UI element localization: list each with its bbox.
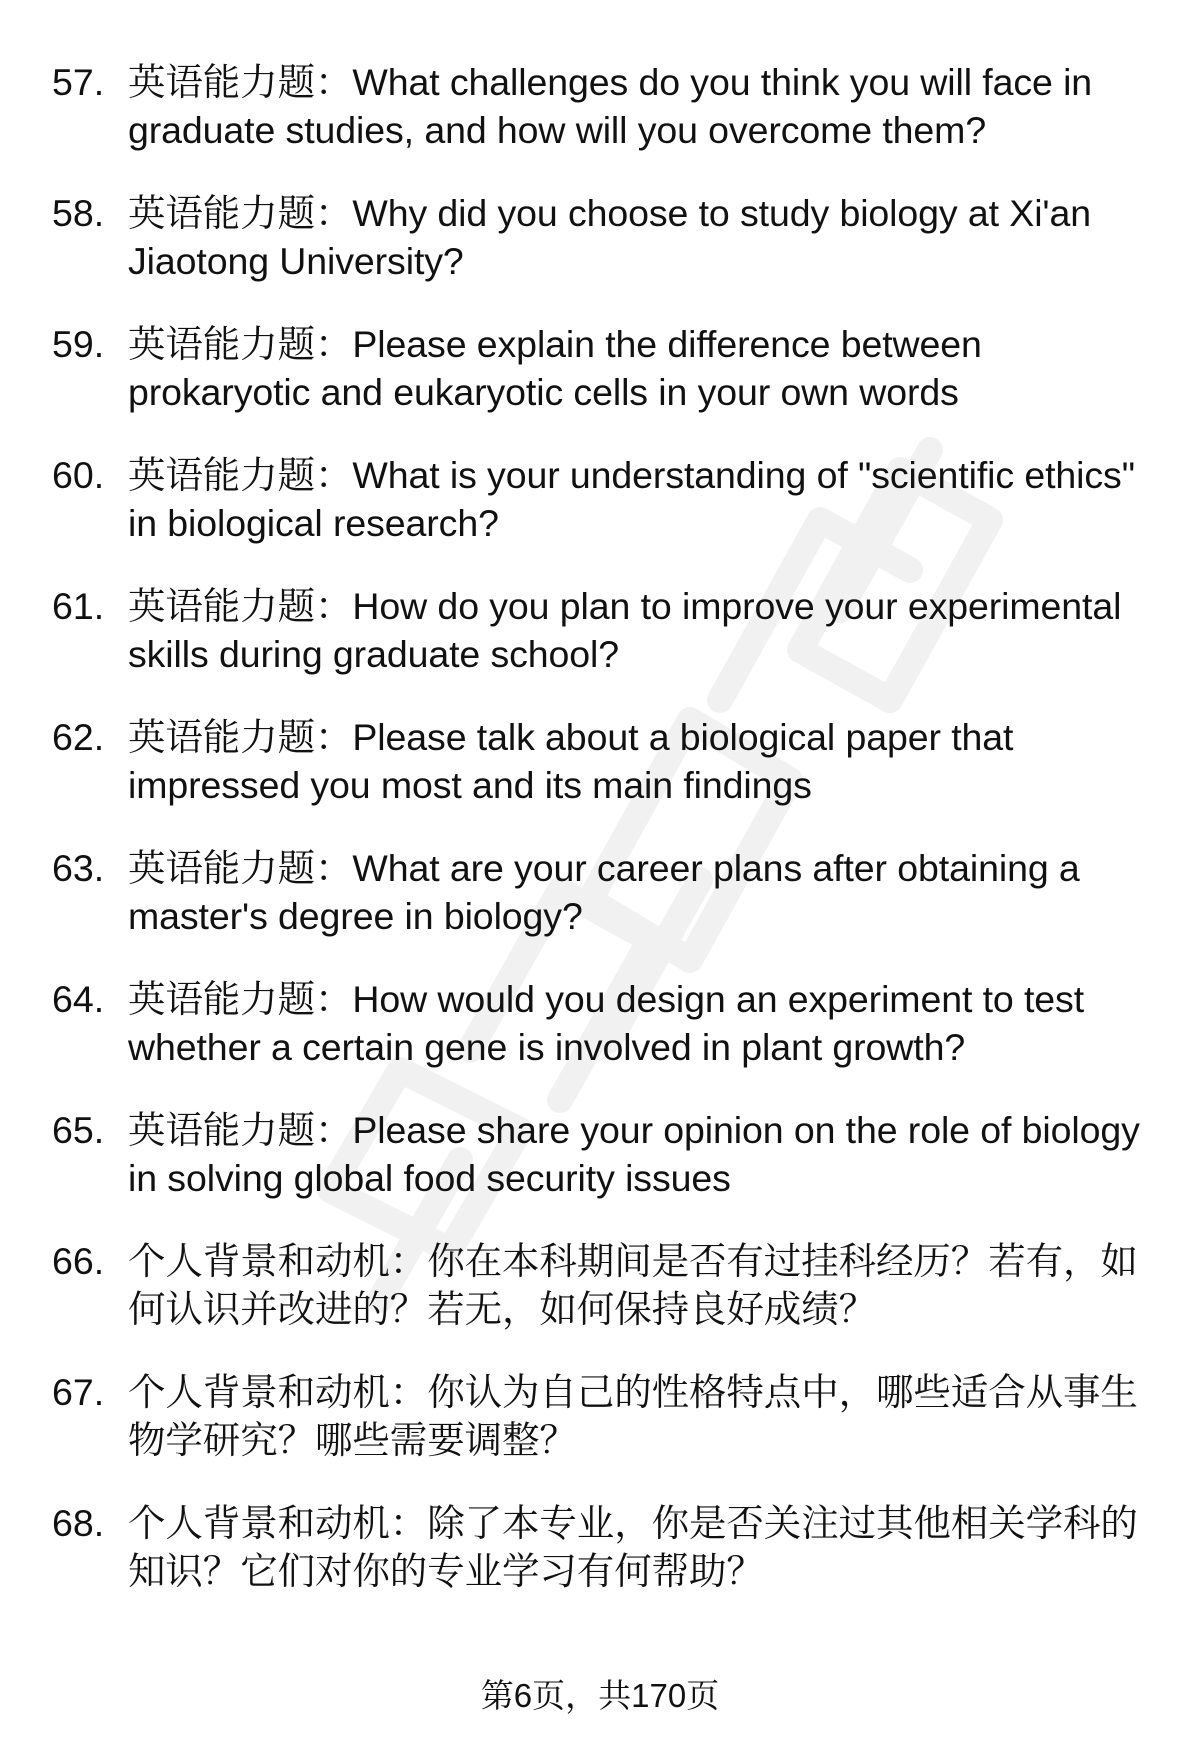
- question-text: 英语能力题：How would you design an experiment to test whether a certain gene is involved in plant growth?: [128, 978, 1085, 1068]
- page-number-footer: 第6页，共170页: [480, 1677, 720, 1714]
- question-number: 66.: [52, 1240, 105, 1282]
- question-item: [52, 1237, 1152, 1333]
- question-text: 个人背景和动机：你在本科期间是否有过挂科经历？若有，如何认识并改进的？若无，如何保持良好成绩？: [128, 1240, 1138, 1330]
- question-item: [52, 451, 1152, 547]
- question-text: 个人背景和动机：除了本专业，你是否关注过其他相关学科的知识？它们对你的专业学习有何帮助？: [128, 1502, 1138, 1592]
- question-item: [52, 1106, 1152, 1202]
- question-number: 65.: [52, 1109, 105, 1151]
- question-number: 64.: [52, 978, 105, 1020]
- question-item: [52, 1499, 1152, 1595]
- question-number: 57.: [52, 61, 105, 103]
- question-text: 英语能力题：How do you plan to improve your experimental skills during graduate school?: [128, 585, 1122, 675]
- question-text: 英语能力题：What challenges do you think you will face in graduate studies, and how will you overcome them?: [128, 61, 1093, 151]
- question-number: 63.: [52, 847, 105, 889]
- question-number: 58.: [52, 192, 105, 234]
- question-text: 个人背景和动机：你认为自己的性格特点中，哪些适合从事生物学研究？哪些需要调整？: [128, 1371, 1138, 1461]
- question-number: 62.: [52, 716, 105, 758]
- question-text: 英语能力题：Please explain the difference between prokaryotic and eukaryotic cells in your own words: [128, 323, 982, 413]
- question-item: [52, 1368, 1152, 1464]
- question-text: 英语能力题：What are your career plans after obtaining a master's degree in biology?: [128, 847, 1080, 937]
- question-text: 英语能力题：Why did you choose to study biology at Xi'an Jiaotong University?: [128, 192, 1092, 282]
- question-list: [52, 58, 1152, 1630]
- question-item: [52, 713, 1152, 809]
- question-item: [52, 320, 1152, 416]
- question-item: [52, 58, 1152, 154]
- question-text: 英语能力题：Please share your opinion on the role of biology in solving global food security issues: [128, 1109, 1140, 1199]
- question-item: [52, 975, 1152, 1071]
- question-text: 英语能力题：What is your understanding of "scientific ethics" in biological research?: [128, 454, 1135, 544]
- question-item: [52, 582, 1152, 678]
- question-text: 英语能力题：Please talk about a biological paper that impressed you most and its main findings: [128, 716, 1014, 806]
- question-item: [52, 844, 1152, 940]
- question-number: 59.: [52, 323, 105, 365]
- question-number: 60.: [52, 454, 105, 496]
- question-number: 67.: [52, 1371, 105, 1413]
- question-number: 68.: [52, 1502, 105, 1544]
- question-item: [52, 189, 1152, 285]
- question-number: 61.: [52, 585, 105, 627]
